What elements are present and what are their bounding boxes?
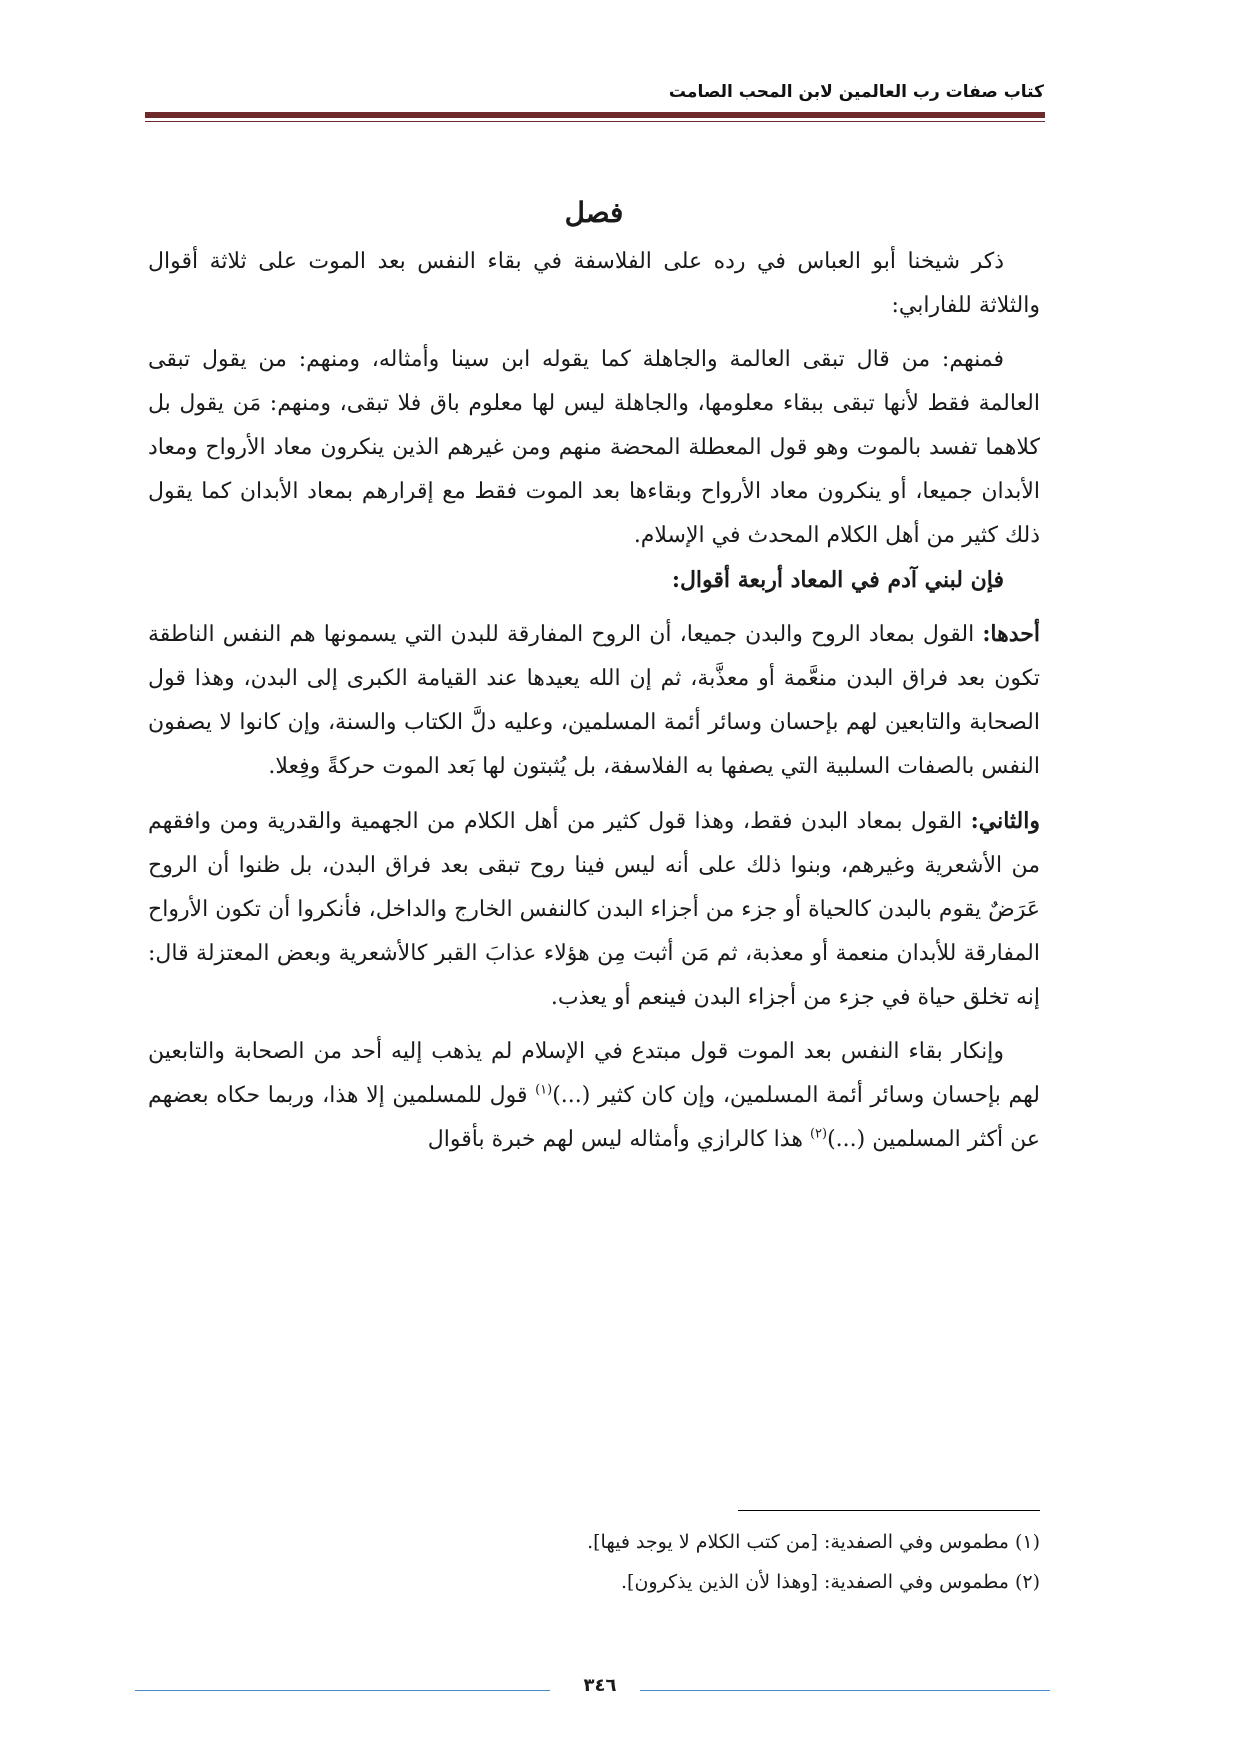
footnote-1: (١) مطموس وفي الصفدية: [من كتب الكلام لا يوجد فيها].	[587, 1531, 1040, 1553]
section-title: فصل	[564, 196, 624, 229]
paragraph-denial	[148, 1030, 1040, 1162]
subheading-four-views: فإن لبني آدم في المعاد أربعة أقوال:	[671, 567, 1004, 593]
footnote-2: (٢) مطموس وفي الصفدية: [وهذا لأن الذين يذكرون].	[621, 1571, 1040, 1593]
book-title: كتاب صفات رب العالمين لابن المحب الصامت	[668, 82, 1044, 102]
footnote-separator	[738, 1510, 1040, 1511]
paragraph-views: فمنهم: من قال تبقى العالمة والجاهلة كما يقوله ابن سينا وأمثاله، ومنهم: من يقول تبقى العالمة فقط لأنها تبقى ببقاء معلومها، والجاهلة ليس لها معلوم باق فلا تبقى، ومنهم: مَن يقول بل كلاهما تفسد بالموت وهو قول المعطلة المحضة منهم ومن غيرهم الذين ينكرون معاد الأرواح ومعاد الأبدان جميعا، أو ينكرون معاد الأرواح وبقاءها بعد الموت فقط مع إقرارهم بمعاد الأبدان كما يقول ذلك كثير من أهل الكلام المحدث في الإسلام.	[148, 347, 1040, 548]
footnotes	[340, 1522, 1040, 1602]
header-rule	[145, 112, 1045, 118]
second-view-body: القول بمعاد البدن فقط، وهذا قول كثير من أهل الكلام من الجهمية والقدرية ومن وافقهم من الأشعرية وغيرهم، وبنوا ذلك على أنه ليس فينا روح تبقى بعد فراق البدن، بل ظنوا أن الروح عَرَضٌ يقوم بالبدن كالحياة أو جزء من أجزاء البدن كالنفس الخارج والداخل، فأنكروا أن تكون الأرواح المفارقة للأبدان منعمة أو معذبة، ثم مَن أثبت مِن هؤلاء عذابَ القبر كالأشعرية وبعض المعتزلة قال: إنه تخلق حياة في جزء من أجزاء البدن فينعم أو يعذب.	[148, 809, 1040, 1010]
footnote-ref-2[interactable]: (٢)	[809, 1126, 828, 1142]
page-number: ٣٤٦	[583, 1675, 617, 1696]
footer-rule-right	[640, 1690, 1050, 1691]
main-text	[148, 190, 1040, 1162]
footer-rule-left	[135, 1690, 550, 1691]
paragraph-intro: ذكر شيخنا أبو العباس في رده على الفلاسفة في بقاء النفس بعد الموت على ثلاثة أقوال والثلاثة للفارابي:	[148, 249, 1040, 318]
first-view-body: القول بمعاد الروح والبدن جميعا، أن الروح المفارقة للبدن التي يسمونها هم النفس الناطقة تكون بعد فراق البدن منعَّمة أو معذَّبة، ثم إن الله يعيدها عند القيامة الكبرى إلى البدن، وهذا قول الصحابة والتابعين لهم بإحسان وسائر أئمة المسلمين، وعليه دلَّ الكتاب والسنة، وإن كانوا لا يصفون النفس بالصفات السلبية التي يصفها به الفلاسفة، بل يُثبتون لها بَعد الموت حركةً وفِعلا.	[148, 622, 1040, 779]
second-view-lead: والثاني:	[970, 808, 1040, 834]
denial-text-b: قول للمسلمين إلا هذا، وربما حكاه بعضهم عن أكثر المسلمين (...)	[148, 1083, 1040, 1152]
paragraph-second-view	[148, 799, 1040, 1020]
first-view-lead: أحدها:	[982, 621, 1040, 647]
header-rule-thin	[145, 121, 1045, 122]
denial-text-c: هذا كالرازي وأمثاله ليس لهم خبرة بأقوال	[427, 1127, 810, 1152]
footnote-ref-1[interactable]: (١)	[535, 1082, 553, 1098]
paragraph-first-view	[148, 612, 1040, 789]
denial-text-a: وإنكار بقاء النفس بعد الموت قول مبتدع في الإسلام لم يذهب إليه أحد من الصحابة والتابعين لهم بإحسان وسائر أئمة المسلمين، وإن كان كثير (...)	[148, 1039, 1040, 1108]
